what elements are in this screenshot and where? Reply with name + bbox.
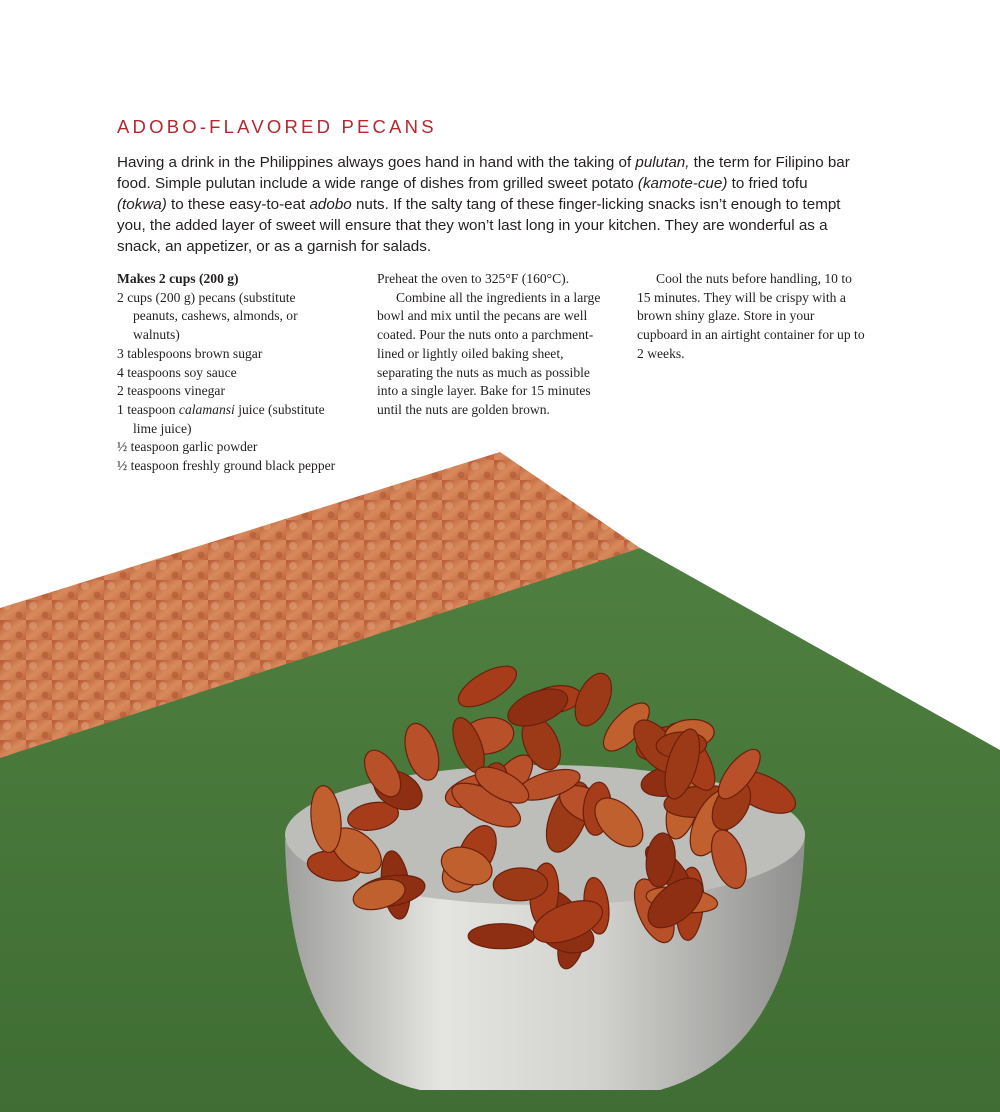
- text-run: 2 cups (200 g) pecans (substitute peanuts, cashews, almonds, or walnuts): [117, 289, 298, 343]
- method-paragraph: Combine all the ingredients in a large bowl and mix until the pecans are well coated. Pour the nuts onto a parchment-lined or lightly oiled baking sheet, separating the nuts as much as possible into a single layer. Bake for 15 minutes until the nuts are golden brown.: [377, 289, 601, 417]
- text-run: juice (substitute lime juice): [133, 401, 325, 436]
- method-paragraph: Preheat the oven to 325°F (160°C).: [377, 271, 570, 286]
- recipe-title: ADOBO-FLAVORED PECANS: [117, 116, 437, 137]
- text-run: Having a drink in the Philippines always goes hand in hand with the taking of: [117, 154, 636, 171]
- italic-run: pulutan,: [635, 154, 690, 171]
- text-run: to fried tofu: [727, 175, 808, 192]
- text-run: ½ teaspoon freshly ground black pepper: [117, 458, 336, 474]
- text-run: 3 tablespoons brown sugar: [117, 345, 263, 361]
- text-run: to these easy-to-eat: [166, 196, 310, 213]
- italic-run: adobo: [309, 196, 352, 213]
- ingredient-item: [117, 364, 342, 383]
- text-run: nuts. If the salty tang of these finger-licking snacks isn’t enough to tempt you, the added layer of sweet will ensure that they won’t last long in your kitchen. They are wonderful as a snack, an appetizer, or as a garnish for salads.: [117, 196, 841, 255]
- text-run: 2 teaspoons vinegar: [117, 383, 225, 399]
- method-column-1: [377, 270, 609, 420]
- method-column-2: [637, 270, 867, 364]
- italic-run: (tokwa): [117, 196, 167, 213]
- pecan: [493, 868, 548, 902]
- text-run: 4 teaspoons soy sauce: [117, 364, 237, 380]
- text-run: the term for Filipino bar food. Simple pulutan include a wide range of dishes from grilled sweet potato: [117, 154, 850, 192]
- italic-run: (kamote-cue): [637, 175, 728, 192]
- recipe-intro: [117, 152, 859, 257]
- ingredient-item: [117, 289, 342, 345]
- ingredient-item: [117, 345, 342, 364]
- text-run: 1 teaspoon: [117, 401, 179, 417]
- text-run: ½ teaspoon garlic powder: [117, 439, 258, 455]
- ingredient-item: [117, 401, 342, 438]
- italic-run: calamansi: [178, 401, 235, 417]
- ingredient-item: [117, 382, 342, 401]
- pecan: [468, 924, 534, 949]
- pecans-photo: [0, 440, 1000, 1112]
- method-paragraph: Cool the nuts before handling, 10 to 15 minutes. They will be crispy with a brown shiny glaze. Store in your cupboard in an airtight container for up to 2 weeks.: [637, 271, 865, 361]
- recipe-yield: Makes 2 cups (200 g): [117, 271, 239, 286]
